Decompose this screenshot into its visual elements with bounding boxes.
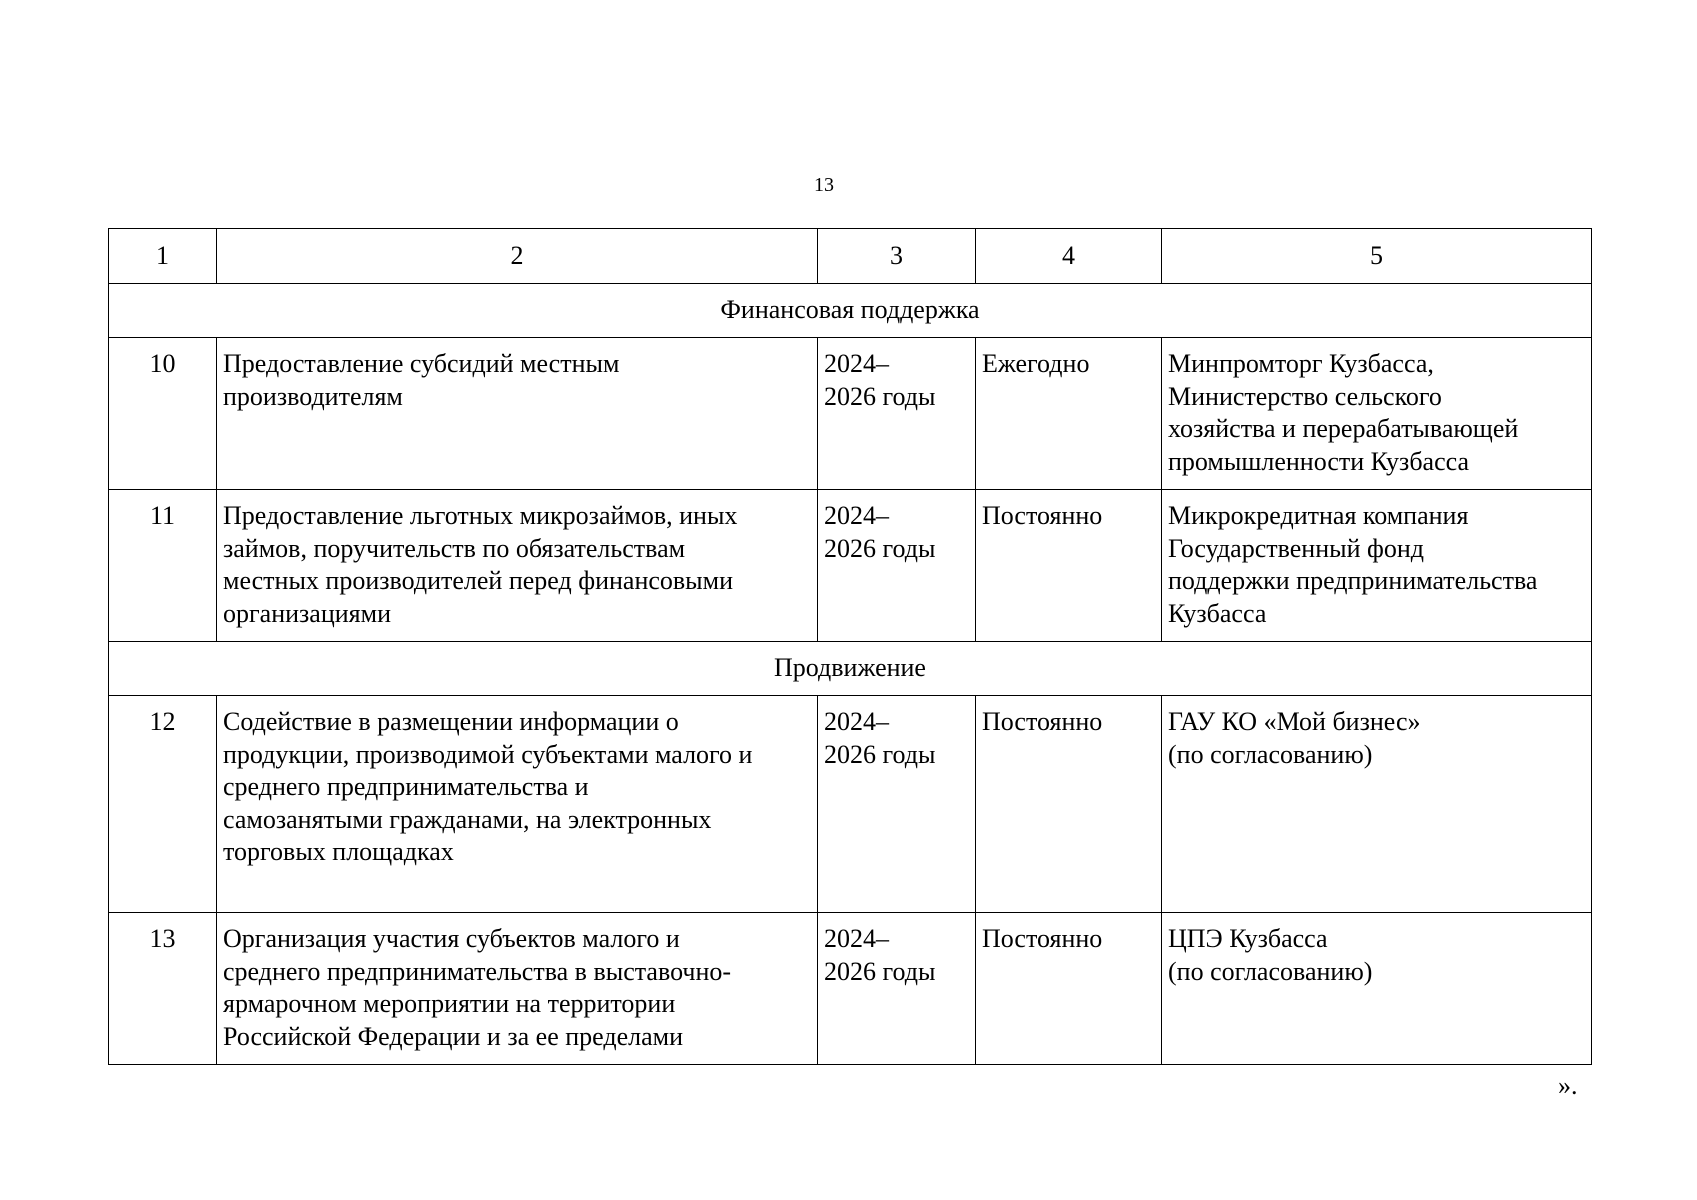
period-line: 2026 годы [824,381,936,411]
measure-line: займов, поручительств по обязательствам [223,533,686,563]
section-title-financial-support: Финансовая поддержка [109,284,1592,338]
responsible-cell [1162,338,1592,490]
period-line: 2024– [824,501,889,530]
measure-line: самозанятыми гражданами, на электронных [223,804,712,834]
frequency-cell: Постоянно [976,913,1162,1065]
section-title-promotion: Продвижение [109,642,1592,696]
measure-cell [217,338,818,490]
column-number-4: 4 [976,229,1162,284]
responsible-line: Микрокредитная компания [1168,501,1469,530]
table-row [109,696,1592,913]
measure-cell [217,913,818,1065]
column-number-3: 3 [818,229,976,284]
column-number-2: 2 [217,229,818,284]
measure-line: торговых площадках [223,837,454,866]
table-row [109,490,1592,642]
measure-cell [217,490,818,642]
row-number: 13 [109,913,217,1065]
page-number: 13 [814,174,834,196]
table-row [109,338,1592,490]
measure-cell [217,696,818,913]
measure-line: продукции, производимой субъектами малого и [223,739,753,769]
column-number-5: 5 [1162,229,1592,284]
measure-line: Предоставление субсидий местным [223,349,620,378]
period-line: 2026 годы [824,533,936,563]
period-cell [818,490,976,642]
responsible-line: хозяйства и перерабатывающей [1168,414,1519,443]
responsible-line: ГАУ КО «Мой бизнес» [1168,707,1421,736]
responsible-cell [1162,490,1592,642]
responsible-line: поддержки предпринимательства [1168,566,1538,595]
measure-line: Российской Федерации и за ее пределами [223,1021,683,1051]
period-cell [818,913,976,1065]
section-row [109,642,1592,696]
responsible-cell [1162,913,1592,1065]
period-line: 2026 годы [824,956,936,986]
table-header-row [109,229,1592,284]
responsible-line: Минпромторг Кузбасса, [1168,349,1434,378]
table-row [109,913,1592,1065]
measure-line: среднего предпринимательства и [223,772,589,801]
responsible-line: Министерство сельского [1168,381,1442,411]
measure-line: ярмарочном мероприятии на территории [223,989,676,1018]
measure-line: организациями [223,598,391,628]
measure-line: Содействие в размещении информации о [223,707,679,736]
period-line: 2026 годы [824,739,936,769]
period-line: 2024– [824,924,889,953]
row-number: 10 [109,338,217,490]
closing-quote-mark: ». [1558,1071,1578,1100]
responsible-line: (по согласованию) [1168,739,1373,769]
responsible-line: ЦПЭ Кузбасса [1168,924,1328,953]
responsible-line: промышленности Кузбасса [1168,446,1470,476]
row-number: 11 [109,490,217,642]
section-row [109,284,1592,338]
period-cell [818,338,976,490]
period-line: 2024– [824,349,889,378]
frequency-cell: Ежегодно [976,338,1162,490]
responsible-line: (по согласованию) [1168,956,1373,986]
measures-table [108,228,1592,1065]
measure-line: среднего предпринимательства в выставочно- [223,956,732,986]
frequency-cell: Постоянно [976,696,1162,913]
measure-line: местных производителей перед финансовыми [223,566,734,595]
measure-line: производителям [223,381,403,411]
responsible-cell [1162,696,1592,913]
responsible-line: Кузбасса [1168,598,1267,628]
measure-line: Предоставление льготных микрозаймов, иных [223,501,738,530]
period-line: 2024– [824,707,889,736]
row-number: 12 [109,696,217,913]
column-number-1: 1 [109,229,217,284]
measure-line: Организация участия субъектов малого и [223,924,680,953]
responsible-line: Государственный фонд [1168,533,1424,563]
period-cell [818,696,976,913]
frequency-cell: Постоянно [976,490,1162,642]
